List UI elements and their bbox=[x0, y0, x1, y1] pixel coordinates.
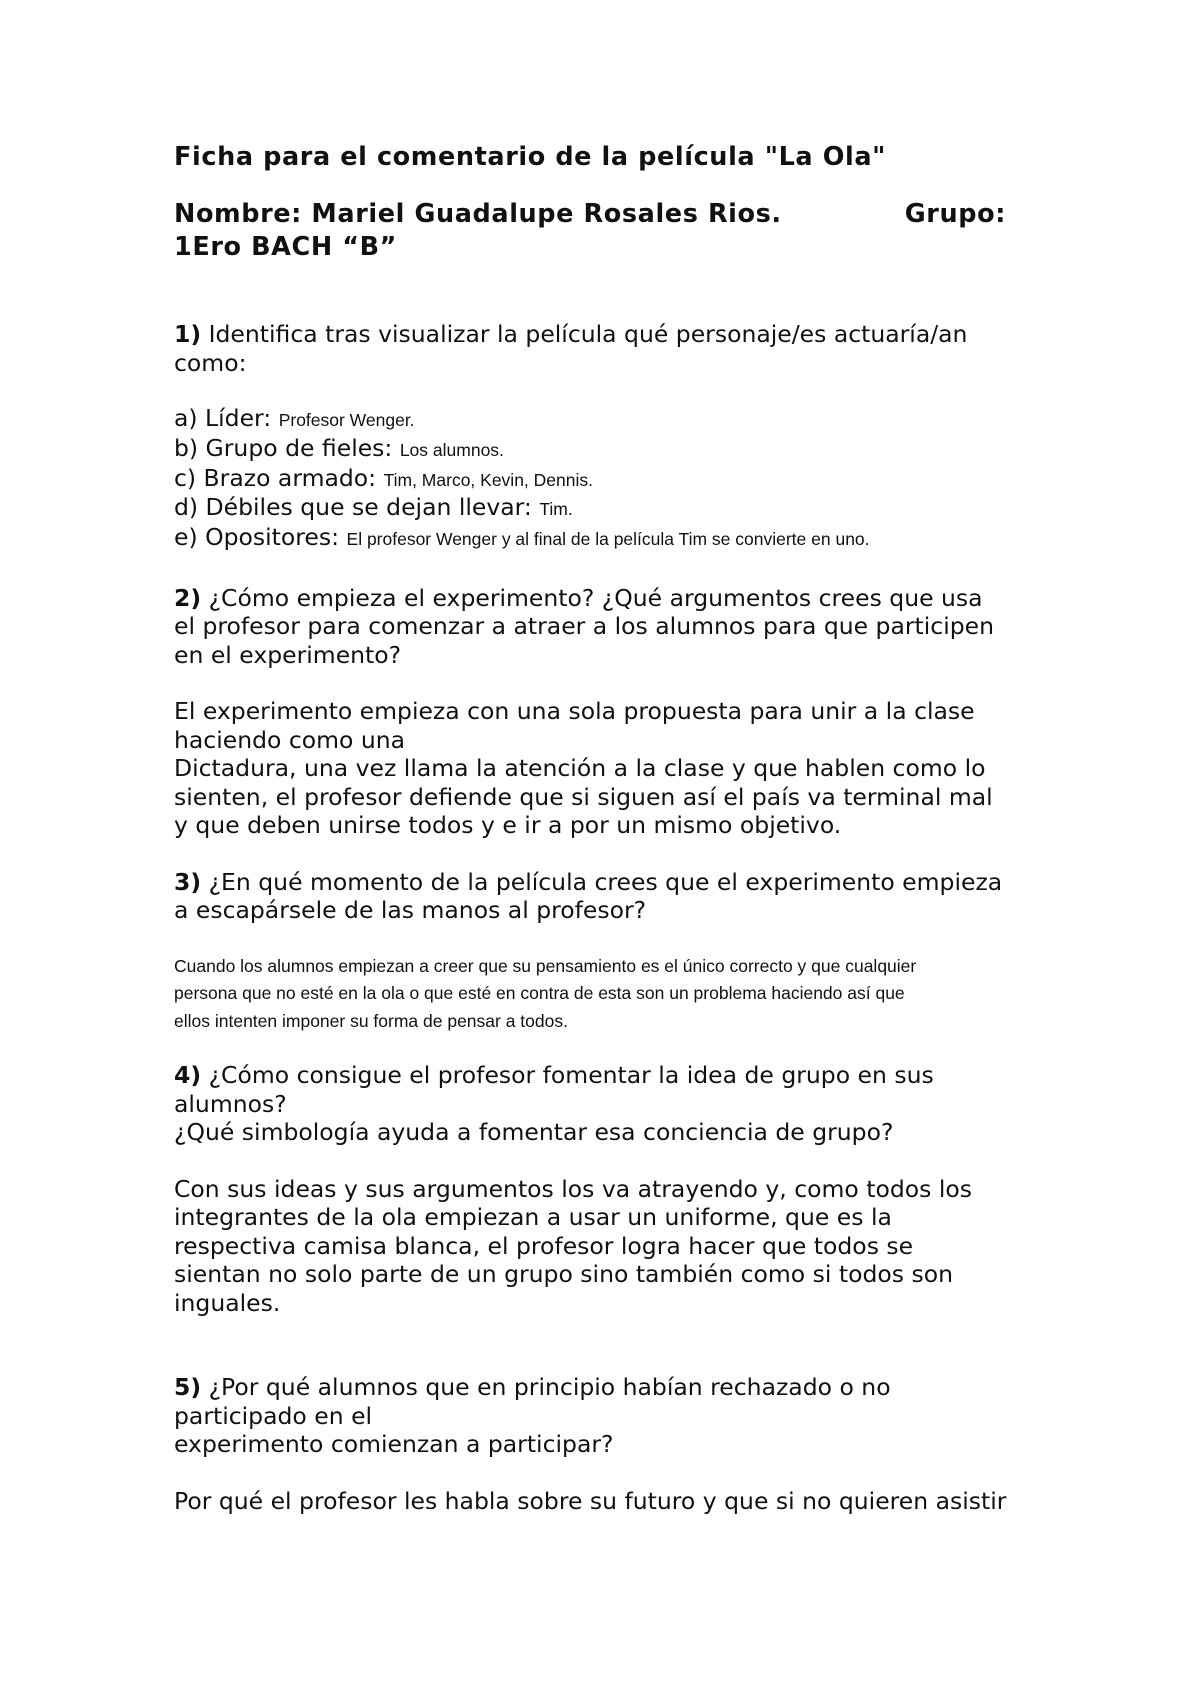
list-item: c) Brazo armado: Tim, Marco, Kevin, Dennis. bbox=[174, 463, 593, 492]
answer-line: Por qué el profesor les habla sobre su futuro y que si no quieren asistir bbox=[174, 1486, 1007, 1515]
question-4-text: 4) ¿Cómo consigue el profesor fomentar la idea de grupo en sus bbox=[174, 1061, 934, 1090]
document-content bbox=[174, 142, 1074, 1515]
answer-line: haciendo como una bbox=[174, 725, 406, 754]
question-4-text-cont: alumnos? bbox=[174, 1089, 287, 1118]
question-number: 4) bbox=[174, 1061, 202, 1090]
answer-line: Dictadura, una vez llama la atención a la clase y que hablen como lo bbox=[174, 754, 986, 783]
question-2-text-cont: el profesor para comenzar a atraer a los alumnos para que participen bbox=[174, 612, 994, 641]
question-number: 3) bbox=[174, 867, 202, 896]
answer-line: El experimento empieza con una sola propuesta para unir a la clase bbox=[174, 697, 975, 726]
question-5-text-cont: participado en el bbox=[174, 1401, 373, 1430]
answer-line: sientan no solo parte de un grupo sino también como si todos son bbox=[174, 1260, 953, 1289]
document-title: Ficha para el comentario de la película "La Ola" bbox=[174, 142, 887, 172]
answer-line: integrantes de la ola empiezan a usar un uniforme, que es la bbox=[174, 1203, 892, 1232]
answer-line: Cuando los alumnos empiezan a creer que su pensamiento es el único correcto y que cualquier bbox=[174, 955, 917, 976]
list-item: e) Opositores: El profesor Wenger y al final de la película Tim se convierte en uno. bbox=[174, 523, 870, 552]
answer-4 bbox=[174, 1175, 1074, 1318]
question-number: 2) bbox=[174, 583, 202, 612]
question-number: 5) bbox=[174, 1373, 202, 1402]
list-item: b) Grupo de fieles: Los alumnos. bbox=[174, 433, 504, 462]
group-label: Grupo: bbox=[904, 199, 1006, 229]
group-value: 1Ero BACH “B” bbox=[174, 232, 397, 262]
answer-2 bbox=[174, 697, 1074, 840]
student-info-line bbox=[174, 198, 1006, 231]
question-1-text-cont: como: bbox=[174, 348, 247, 377]
question-2-text-cont: en el experimento? bbox=[174, 640, 402, 669]
question-1 bbox=[174, 320, 1074, 554]
answer-5 bbox=[174, 1487, 1074, 1516]
question-1-text: 1) Identifica tras visualizar la película qué personaje/es actuaría/an bbox=[174, 320, 968, 348]
answer-line: persona que no esté en la ola o que esté en contra de esta son un problema haciendo así que bbox=[174, 983, 905, 1004]
question-4-text-cont: ¿Qué simbología ayuda a fomentar esa conciencia de grupo? bbox=[174, 1118, 894, 1147]
answer-line: y que deben unirse todos y e ir a por un mismo objetivo. bbox=[174, 811, 842, 840]
answer-3 bbox=[174, 953, 1074, 1036]
question-5-text-cont: experimento comienzan a participar? bbox=[174, 1430, 614, 1459]
answer-line: respectiva camisa blanca, el profesor logra hacer que todos se bbox=[174, 1231, 914, 1260]
list-item: d) Débiles que se dejan llevar: Tim. bbox=[174, 493, 573, 522]
student-name: Nombre: Mariel Guadalupe Rosales Rios. bbox=[174, 199, 782, 229]
answer-line: ellos intenten imponer su forma de pensar a todos. bbox=[174, 1010, 568, 1031]
question-3 bbox=[174, 868, 1074, 1036]
question-5 bbox=[174, 1373, 1074, 1515]
question-number: 1) bbox=[174, 320, 202, 348]
question-3-text-cont: a escapársele de las manos al profesor? bbox=[174, 896, 647, 925]
answer-line: inguales. bbox=[174, 1288, 281, 1317]
role-list bbox=[174, 405, 1074, 554]
answer-line: Con sus ideas y sus argumentos los va atrayendo y, como todos los bbox=[174, 1174, 972, 1203]
question-2-text: 2) ¿Cómo empieza el experimento? ¿Qué argumentos crees que usa bbox=[174, 583, 983, 612]
question-4 bbox=[174, 1061, 1074, 1317]
list-item: a) Líder: Profesor Wenger. bbox=[174, 404, 415, 432]
question-2 bbox=[174, 584, 1074, 840]
answer-line: sienten, el profesor defiende que si siguen así el país va terminal mal bbox=[174, 782, 993, 811]
question-3-text: 3) ¿En qué momento de la película crees que el experimento empieza bbox=[174, 867, 1003, 896]
question-5-text: 5) ¿Por qué alumnos que en principio habían rechazado o no bbox=[174, 1373, 891, 1402]
